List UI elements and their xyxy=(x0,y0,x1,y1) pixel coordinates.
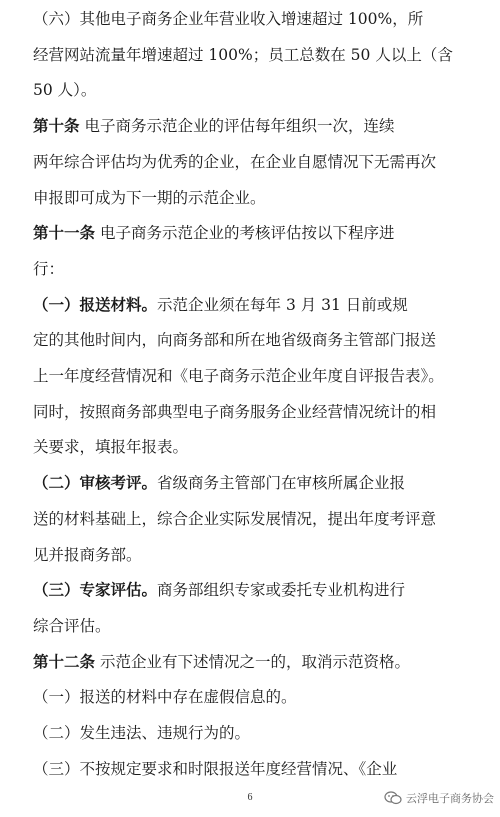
line-text: 综合评估。 xyxy=(33,616,111,635)
text-line xyxy=(0,611,500,641)
line-text: 见并报商务部。 xyxy=(33,545,142,564)
page-number: 6 xyxy=(247,792,253,803)
line-text: 申报即可成为下一期的示范企业。 xyxy=(33,188,266,207)
line-text: （二）发生违法、违规行为的。 xyxy=(33,724,251,742)
line-text: 电子商务示范企业的考核评估按以下程序进 xyxy=(95,224,395,243)
bold-heading: 第十二条 xyxy=(33,652,96,671)
line-text: 省级商务主管部门在审核所属企业报 xyxy=(157,474,406,493)
bold-heading: 第十一条 xyxy=(33,224,96,243)
line-text: 同时，按照商务部典型电子商务服务企业经营情况统计的相 xyxy=(33,402,437,421)
line-text: 上一年度经营情况和《电子商务示范企业年度自评报告表》。 xyxy=(33,367,444,385)
text-line xyxy=(0,468,500,498)
line-text: 经营网站流量年增速超过 100%；员工总数在 50 人以上（含 xyxy=(33,45,453,64)
line-text: 商务部组织专家或委托专业机构进行 xyxy=(157,581,406,600)
text-line xyxy=(0,75,500,105)
text-line xyxy=(0,40,500,70)
text-line xyxy=(0,254,500,284)
text-line xyxy=(0,218,500,248)
text-line xyxy=(0,397,500,427)
line-text: （一）报送的材料中存在虚假信息的。 xyxy=(33,688,297,707)
watermark xyxy=(384,788,494,808)
text-line xyxy=(0,504,500,534)
wechat-icon xyxy=(384,791,402,805)
bold-heading: （三）专家评估。 xyxy=(33,581,158,600)
text-line xyxy=(0,540,500,570)
text-line xyxy=(0,647,500,677)
text-line xyxy=(0,111,500,141)
text-line xyxy=(0,325,500,355)
line-text: 关要求，填报年报表。 xyxy=(33,438,189,457)
line-text: （六）其他电子商务企业年营业收入增速超过 100%，所 xyxy=(33,10,424,28)
text-line xyxy=(0,147,500,177)
line-text: 50 人）。 xyxy=(33,81,97,100)
text-line xyxy=(0,4,500,34)
text-line xyxy=(0,183,500,213)
line-text: 示范企业须在每年 3 月 31 日前或规 xyxy=(157,295,408,314)
bold-heading: （二）审核考评。 xyxy=(33,474,158,493)
text-line xyxy=(0,575,500,605)
line-text: 定的其他时间内，向商务部和所在地省级商务主管部门报送 xyxy=(33,331,437,350)
line-text: 两年综合评估均为优秀的企业，在企业自愿情况下无需再次 xyxy=(33,152,437,171)
text-line xyxy=(0,432,500,462)
text-line xyxy=(0,682,500,712)
line-text: 电子商务示范企业的评估每年组织一次，连续 xyxy=(79,117,395,136)
text-line xyxy=(0,290,500,320)
line-text: 送的材料基础上，综合企业实际发展情况，提出年度考评意 xyxy=(33,509,437,528)
bold-heading: （一）报送材料。 xyxy=(33,295,158,314)
text-line xyxy=(0,754,500,784)
text-line xyxy=(0,361,500,391)
watermark-text: 云浮电子商务协会 xyxy=(406,792,494,805)
bold-heading: 第十条 xyxy=(33,117,80,136)
text-line xyxy=(0,718,500,748)
line-text: （三）不按规定要求和时限报送年度经营情况、《企业 xyxy=(33,759,398,778)
line-text: 示范企业有下述情况之一的，取消示范资格。 xyxy=(95,652,410,671)
line-text: 行： xyxy=(33,259,65,278)
